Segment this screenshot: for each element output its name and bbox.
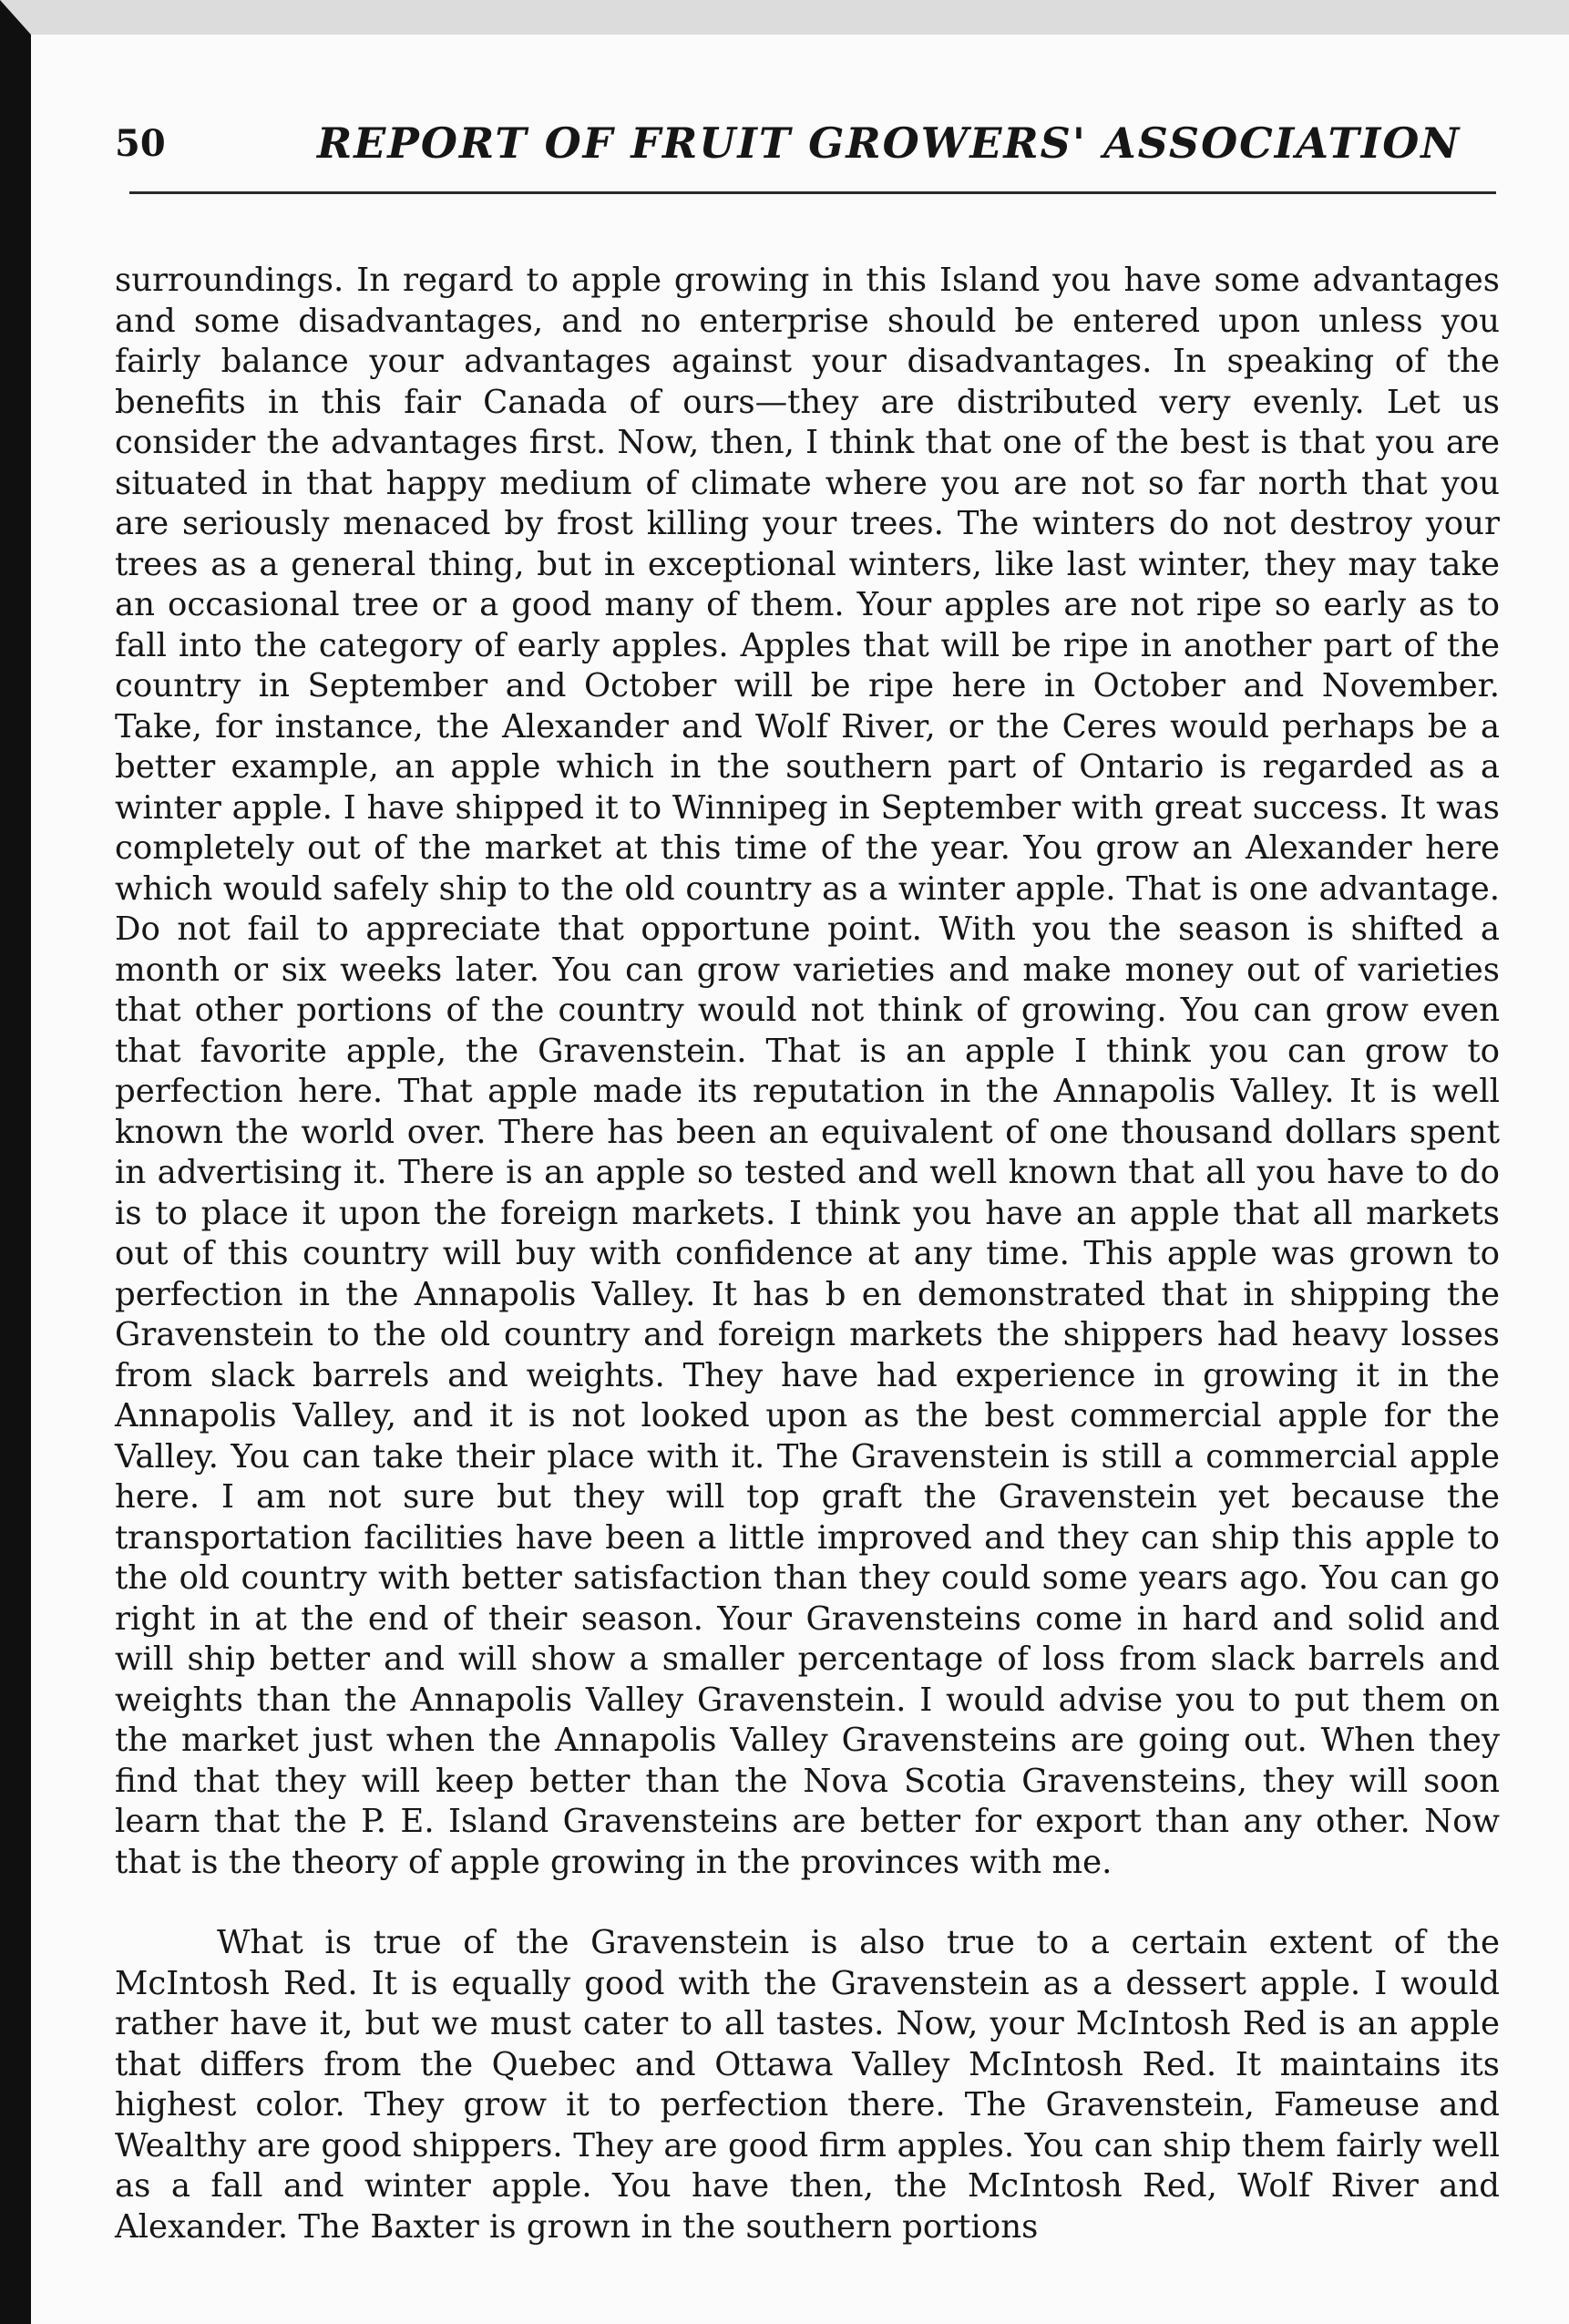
page-number: 50	[115, 122, 166, 165]
body-text	[115, 261, 1500, 2247]
header-rule	[129, 191, 1496, 194]
paragraph-1: surroundings. In regard to apple growing in this Island you have some advantages and some disadvantages, and no enterprise should be entered upon unless you fairly balance your advantages against your disadvantages. In speaking of the benefits in this fair Canada of ours—they are distributed very evenly. Let us consider the advantages first. Now, then, I think that one of the best is that you are situated in that happy medium of climate where you are not so far north that you are seriously menaced by frost killing your trees. The winters do not destroy your trees as a general thing, but in exceptional winters, like last winter, they may take an occasional tree or a good many of them. Your apples are not ripe so early as to fall into the category of early apples. Apples that will be ripe in another part of the country in September and October will be ripe here in October and November. Take, for instance, the Alexander and Wolf River, or the Ceres would perhaps be a better example, an apple which in the southern part of Ontario is regarded as a winter apple. I have shipped it to Winnipeg in September with great success. It was completely out of the market at this time of the year. You grow an Alexander here which would safely ship to the old country as a winter apple. That is one advantage. Do not fail to appreciate that opportune point. With you the season is shifted a month or six weeks later. You can grow varieties and make money out of varieties that other portions of the country would not think of growing. You can grow even that favorite apple, the Gravenstein. That is an apple I think you can grow to perfection here. That apple made its reputation in the Annapolis Valley. It is well known the world over. There has been an equivalent of one thousand dollars spent in advertising it. There is an apple so tested and well known that all you have to do is to place it upon the foreign markets. I think you have an apple that all markets out of this country will buy with confidence at any time. This apple was grown to perfection in the Annapolis Valley. It has b en demonstrated that in shipping the Gravenstein to the old country and foreign markets the shippers had heavy losses from slack barrels and weights. They have had experience in growing it in the Annapolis Valley, and it is not looked upon as the best commercial apple for the Valley. You can take their place with it. The Gravenstein is still a commercial apple here. I am not sure but they will top graft the Gravenstein yet because the transportation facilities have been a little improved and they can ship this apple to the old country with better satisfaction than they could some years ago. You can go right in at the end of their season. Your Gravensteins come in hard and solid and will ship better and will show a smaller percentage of loss from slack barrels and weights than the Annapolis Valley Gravenstein. I would advise you to put them on the market just when the Annapolis Valley Gravensteins are going out. When they find that they will keep better than the Nova Scotia Gravensteins, they will soon learn that the P. E. Island Gravensteins are better for export than any other. Now that is the theory of apple growing in the provinces with me.	[115, 262, 1500, 1881]
paragraph-2: What is true of the Gravenstein is also true to a certain extent of the McIntosh Red. It is equally good with the Gravenstein as a dessert apple. I would rather have it, but we must cater to all tastes. Now, your McIntosh Red is an apple that differs from the Quebec and Ottawa Valley McIntosh Red. It maintains its highest color. They grow it to perfection there. The Gravenstein, Fameuse and Wealthy are good shippers. They are good firm apples. You can ship them fairly well as a fall and winter apple. You have then, the McIntosh Red, Wolf River and Alexander. The Baxter is grown in the southern portions	[115, 1924, 1500, 2246]
page-header	[115, 111, 1463, 175]
running-head: REPORT OF FRUIT GROWERS' ASSOCIATION	[317, 118, 1461, 168]
